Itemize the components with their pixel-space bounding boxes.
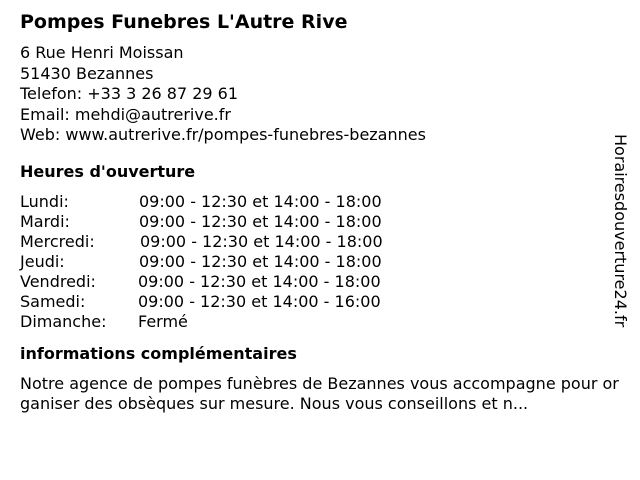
business-name: Pompes Funebres L'Autre Rive — [20, 11, 348, 33]
hours-time: 09:00 - 12:30 et 14:00 - 18:00 — [138, 271, 381, 291]
business-listing — [20, 10, 620, 414]
hours-day: Vendredi: — [20, 271, 96, 291]
hours-row — [20, 232, 620, 252]
address-street: 6 Rue Henri Moissan — [20, 43, 184, 62]
hours-time: 09:00 - 12:30 et 14:00 - 18:00 — [140, 231, 383, 251]
hours-heading: Heures d'ouverture — [20, 161, 196, 181]
contact-block — [20, 43, 620, 146]
site-watermark: Horairesdouverture24.fr — [611, 134, 630, 328]
hours-row — [20, 192, 620, 212]
hours-table — [20, 192, 620, 332]
hours-day: Lundi: — [20, 191, 69, 211]
hours-row — [20, 252, 620, 272]
hours-time: Fermé — [138, 311, 188, 331]
hours-day: Dimanche: — [20, 311, 107, 331]
hours-row — [20, 312, 620, 332]
address-city: 51430 Bezannes — [20, 63, 154, 83]
hours-day: Jeudi: — [20, 251, 65, 271]
hours-row — [20, 212, 620, 232]
hours-row — [20, 272, 620, 292]
hours-time: 09:00 - 12:30 et 14:00 - 18:00 — [139, 191, 382, 211]
phone-line: Telefon: +33 3 26 87 29 61 — [20, 84, 239, 103]
hours-time: 09:00 - 12:30 et 14:00 - 18:00 — [139, 211, 382, 231]
hours-time: 09:00 - 12:30 et 14:00 - 18:00 — [139, 251, 382, 271]
email-line: Email: mehdi@autrerive.fr — [20, 104, 231, 124]
hours-day: Samedi: — [20, 291, 86, 311]
hours-day: Mardi: — [20, 211, 70, 231]
web-line: Web: www.autrerive.fr/pompes-funebres-bezannes — [20, 125, 426, 144]
hours-day: Mercredi: — [20, 231, 95, 251]
description-text: Notre agence de pompes funèbres de Bezannes vous accompagne pour organiser des obsèques sur mesure. Nous vous conseillons et n... — [20, 373, 619, 413]
info-heading: informations complémentaires — [20, 343, 297, 363]
hours-time: 09:00 - 12:30 et 14:00 - 16:00 — [138, 291, 381, 311]
hours-row — [20, 292, 620, 312]
